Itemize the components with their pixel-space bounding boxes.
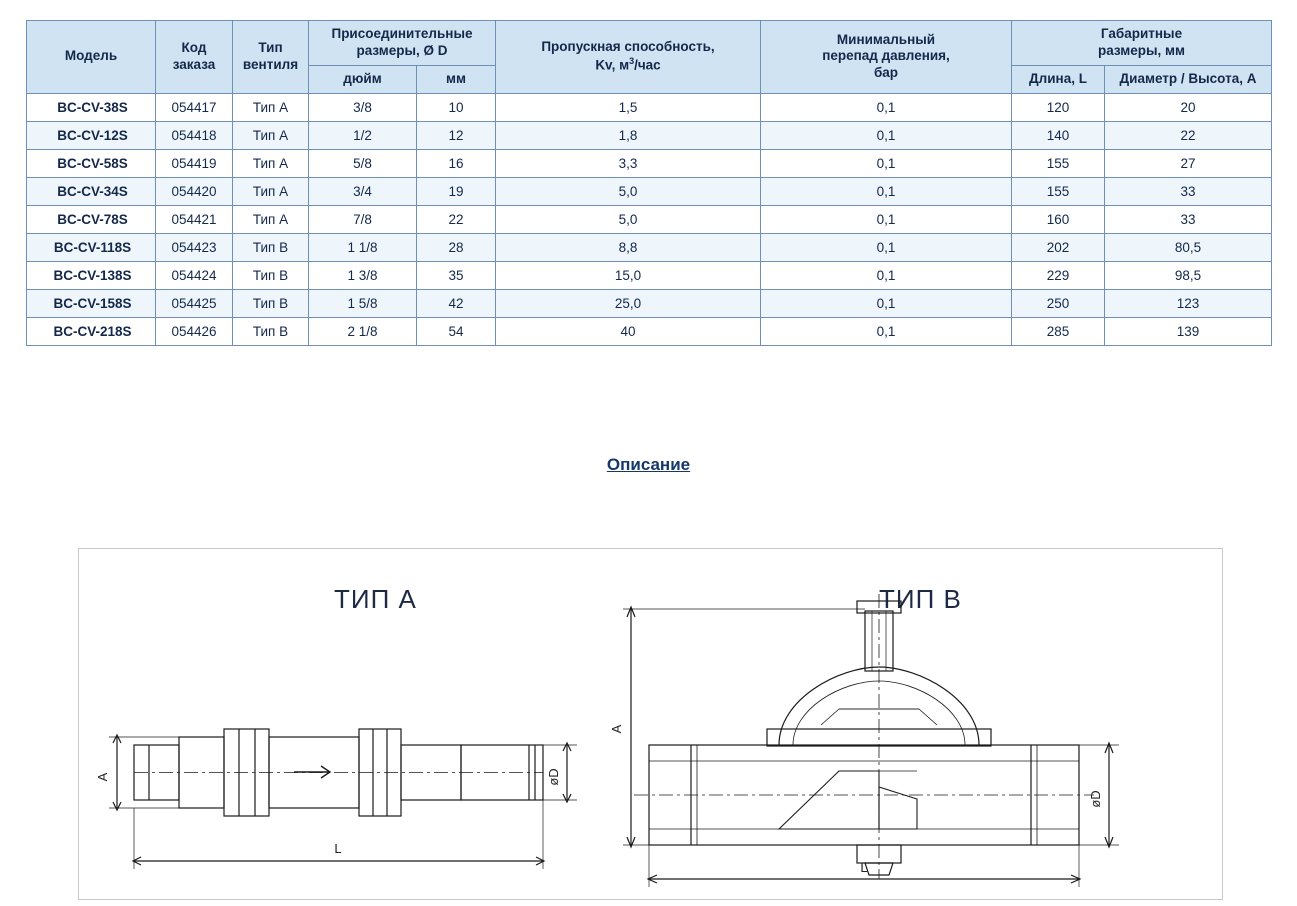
header-kv-line2 [499, 56, 757, 74]
header-kv-sup: 3 [629, 56, 635, 67]
cell-connection-inch: 1 3/8 [309, 261, 417, 289]
cell-kv: 40 [496, 317, 761, 345]
drawing-svg [79, 549, 1222, 899]
cell-diameter-height: 33 [1105, 205, 1272, 233]
label-length-type-a: L [334, 841, 342, 856]
cell-model: BC-CV-138S [27, 261, 156, 289]
table-body [27, 93, 1272, 345]
cell-connection-mm: 10 [417, 93, 496, 121]
cell-valve-type: Тип A [233, 93, 309, 121]
cell-pressure: 0,1 [761, 149, 1012, 177]
spec-table-container [26, 20, 1271, 346]
cell-length: 155 [1012, 177, 1105, 205]
cell-pressure: 0,1 [761, 205, 1012, 233]
header-connection-mm: мм [417, 65, 496, 93]
table-row [27, 121, 1272, 149]
table-header [27, 21, 1272, 94]
drawing-title-type-a: ТИП A [334, 584, 417, 614]
description-heading [0, 455, 1297, 475]
cell-kv: 15,0 [496, 261, 761, 289]
header-connection-line2: размеры, Ø D [356, 42, 448, 58]
cell-connection-mm: 19 [417, 177, 496, 205]
label-a-type-b: A [609, 724, 624, 734]
label-diameter-type-a: øD [546, 768, 561, 786]
cell-valve-type: Тип A [233, 149, 309, 177]
cell-length: 250 [1012, 289, 1105, 317]
cell-pressure: 0,1 [761, 261, 1012, 289]
table-row [27, 93, 1272, 121]
header-connection-sizes [309, 21, 496, 66]
cell-model: BC-CV-38S [27, 93, 156, 121]
label-length-type-b: L [860, 860, 868, 875]
label-a-type-a: A [95, 772, 110, 782]
description-heading-text: Описание [606, 455, 691, 474]
cell-model: BC-CV-58S [27, 149, 156, 177]
cell-valve-type: Тип A [233, 121, 309, 149]
cell-length: 160 [1012, 205, 1105, 233]
cell-length: 120 [1012, 93, 1105, 121]
cell-valve-type: Тип B [233, 233, 309, 261]
header-overall-line2: размеры, мм [1097, 42, 1186, 58]
cell-connection-mm: 22 [417, 205, 496, 233]
header-kv [496, 21, 761, 94]
cell-length: 229 [1012, 261, 1105, 289]
cell-connection-inch: 1 1/8 [309, 233, 417, 261]
label-diameter-type-b: øD [1088, 790, 1103, 808]
cell-valve-type: Тип A [233, 205, 309, 233]
cell-length: 155 [1012, 149, 1105, 177]
header-order-code [156, 21, 233, 94]
table-row [27, 205, 1272, 233]
cell-order-code: 054421 [156, 205, 233, 233]
cell-connection-mm: 54 [417, 317, 496, 345]
cell-connection-inch: 1/2 [309, 121, 417, 149]
cell-connection-inch: 7/8 [309, 205, 417, 233]
cell-order-code: 054425 [156, 289, 233, 317]
cell-model: BC-CV-218S [27, 317, 156, 345]
cell-length: 202 [1012, 233, 1105, 261]
header-min-pressure-drop [761, 21, 1012, 94]
drawing-title-type-b: ТИП B [879, 584, 962, 614]
header-kv-post: /час [634, 57, 661, 73]
cell-model: BC-CV-158S [27, 289, 156, 317]
specification-table [26, 20, 1272, 346]
cell-kv: 5,0 [496, 205, 761, 233]
cell-diameter-height: 123 [1105, 289, 1272, 317]
header-order-code-line2: заказа [172, 56, 216, 72]
cell-order-code: 054426 [156, 317, 233, 345]
header-overall-line1: Габаритные [1100, 26, 1183, 41]
table-row [27, 317, 1272, 345]
technical-drawing-panel [78, 548, 1223, 900]
cell-pressure: 0,1 [761, 177, 1012, 205]
header-pressure-line1: Минимальный [836, 31, 936, 47]
cell-diameter-height: 33 [1105, 177, 1272, 205]
cell-valve-type: Тип B [233, 317, 309, 345]
header-overall-dimensions [1012, 21, 1272, 66]
cell-connection-inch: 3/8 [309, 93, 417, 121]
table-row [27, 177, 1272, 205]
cell-order-code: 054424 [156, 261, 233, 289]
header-valve-type-line1: Тип [258, 39, 283, 55]
table-row [27, 149, 1272, 177]
cell-valve-type: Тип B [233, 261, 309, 289]
cell-kv: 1,5 [496, 93, 761, 121]
cell-diameter-height: 139 [1105, 317, 1272, 345]
header-pressure-line3: бар [873, 65, 899, 81]
header-row-1 [27, 21, 1272, 66]
header-diameter-height: Диаметр / Высота, A [1105, 65, 1272, 93]
cell-model: BC-CV-78S [27, 205, 156, 233]
cell-pressure: 0,1 [761, 93, 1012, 121]
cell-model: BC-CV-118S [27, 233, 156, 261]
cell-connection-mm: 12 [417, 121, 496, 149]
cell-kv: 5,0 [496, 177, 761, 205]
cell-diameter-height: 98,5 [1105, 261, 1272, 289]
header-pressure-line2: перепад давления, [822, 48, 950, 64]
cell-order-code: 054419 [156, 149, 233, 177]
cell-length: 285 [1012, 317, 1105, 345]
header-valve-type [233, 21, 309, 94]
cell-connection-inch: 3/4 [309, 177, 417, 205]
cell-diameter-height: 20 [1105, 93, 1272, 121]
cell-model: BC-CV-34S [27, 177, 156, 205]
cell-pressure: 0,1 [761, 289, 1012, 317]
cell-kv: 8,8 [496, 233, 761, 261]
cell-connection-mm: 28 [417, 233, 496, 261]
cell-order-code: 054423 [156, 233, 233, 261]
cell-kv: 3,3 [496, 149, 761, 177]
cell-valve-type: Тип A [233, 177, 309, 205]
cell-pressure: 0,1 [761, 121, 1012, 149]
header-model: Модель [27, 21, 156, 94]
cell-diameter-height: 27 [1105, 149, 1272, 177]
table-row [27, 261, 1272, 289]
cell-pressure: 0,1 [761, 317, 1012, 345]
header-connection-line1: Присоединительные [331, 26, 473, 41]
cell-connection-inch: 2 1/8 [309, 317, 417, 345]
cell-kv: 25,0 [496, 289, 761, 317]
cell-kv: 1,8 [496, 121, 761, 149]
cell-pressure: 0,1 [761, 233, 1012, 261]
cell-order-code: 054420 [156, 177, 233, 205]
cell-connection-mm: 35 [417, 261, 496, 289]
cell-diameter-height: 22 [1105, 121, 1272, 149]
cell-connection-mm: 16 [417, 149, 496, 177]
header-connection-inch: дюйм [309, 65, 417, 93]
table-row [27, 289, 1272, 317]
cell-diameter-height: 80,5 [1105, 233, 1272, 261]
header-order-code-line1: Код [181, 39, 207, 55]
header-kv-line1: Пропускная способность, [541, 39, 715, 55]
table-row [27, 233, 1272, 261]
cell-connection-inch: 5/8 [309, 149, 417, 177]
cell-connection-inch: 1 5/8 [309, 289, 417, 317]
cell-connection-mm: 42 [417, 289, 496, 317]
cell-length: 140 [1012, 121, 1105, 149]
header-valve-type-line2: вентиля [242, 56, 299, 72]
cell-order-code: 054418 [156, 121, 233, 149]
cell-order-code: 054417 [156, 93, 233, 121]
cell-model: BC-CV-12S [27, 121, 156, 149]
header-kv-pre: Kv, м [595, 57, 630, 73]
cell-valve-type: Тип B [233, 289, 309, 317]
header-length: Длина, L [1012, 65, 1105, 93]
